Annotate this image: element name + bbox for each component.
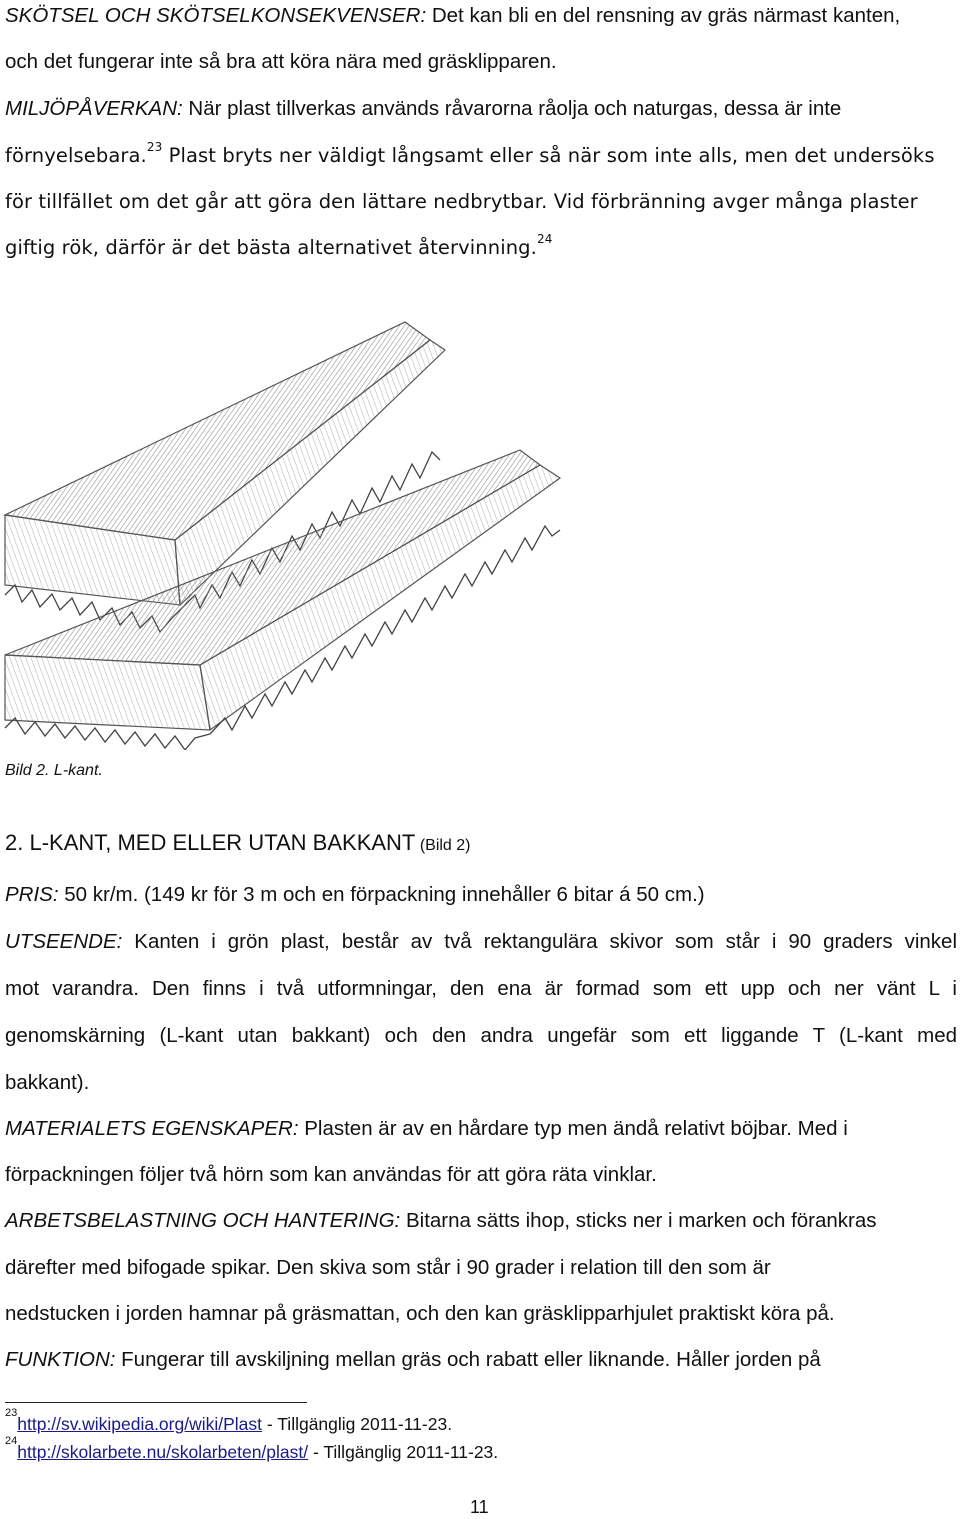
section-label: FUNKTION: — [5, 1348, 116, 1371]
body-text: Plasten är av en hårdare typ men ändå relativt böjbar. Med i — [298, 1117, 848, 1140]
section-heading — [5, 830, 471, 856]
page-number: 11 — [470, 1497, 489, 1517]
text-line: förpackningen följer två hörn som kan användas för att göra räta vinklar. — [5, 1163, 657, 1186]
text-line: nedstucken i jorden hamnar på gräsmattan, och den kan gräsklipparhjulet praktiskt köra på. — [5, 1302, 835, 1325]
text-line: genomskärning (L-kant utan bakkant) och den andra ungefär som ett liggande T (L-kant med — [5, 1024, 957, 1047]
section-label: ARBETSBELASTNING OCH HANTERING: — [5, 1209, 401, 1232]
footnote-text: - Tillgänglig 2011-11-23. — [308, 1442, 499, 1462]
text-line: bakkant). — [5, 1071, 90, 1094]
heading-ref: (Bild 2) — [415, 837, 471, 854]
footnote-ref: 23 — [146, 140, 163, 154]
text-line — [5, 1209, 877, 1233]
footnote-number: 23 — [5, 1407, 18, 1419]
text-line — [5, 930, 957, 954]
text-line: och det fungerar inte så bra att köra nära med gräsklipparen. — [5, 50, 557, 73]
section-label: MILJÖPÅVERKAN: — [5, 97, 183, 120]
body-text: När plast tillverkas används råvarorna råolja och naturgas, dessa är inte — [182, 97, 842, 120]
footnote-number: 24 — [5, 1435, 18, 1447]
footnote-link[interactable]: http://skolarbete.nu/skolarbeten/plast/ — [17, 1442, 309, 1462]
heading-text: 2. L-KANT, MED ELLER UTAN BAKKANT — [5, 830, 416, 855]
footnote — [5, 1407, 453, 1435]
text-line: därefter med bifogade spikar. Den skiva som står i 90 grader i relation till den som är — [5, 1256, 771, 1279]
footnote — [5, 1435, 499, 1463]
section-label: SKÖTSEL OCH SKÖTSELKONSEKVENSER: — [5, 4, 427, 27]
footnote-ref: 24 — [536, 232, 553, 246]
l-kant-sketch — [0, 310, 960, 750]
body-text: Det kan bli en del rensning av gräs närmast kanten, — [426, 4, 901, 27]
price-text: 50 kr/m. (149 kr för 3 m och en förpackning innehåller 6 bitar á 50 cm.) — [58, 883, 705, 906]
body-text: Fungerar till avskiljning mellan gräs och rabatt eller liknande. Håller jorden på — [115, 1348, 821, 1371]
section-label: UTSEENDE: — [5, 930, 123, 953]
price-label: PRIS: — [5, 883, 59, 906]
body-text: Kanten i grön plast, består av två rektangulära skivor som står i 90 graders vinkel — [122, 930, 957, 953]
text-line — [5, 140, 935, 167]
figure-caption: Bild 2. L-kant. — [5, 762, 103, 779]
text-line: mot varandra. Den finns i två utformningar, den ena är formad som ett upp och ner vänt L i — [5, 977, 957, 1000]
footnote-separator — [5, 1402, 307, 1403]
body-text: Plast bryts ner väldigt långsamt eller så när som inte alls, men det undersöks — [162, 144, 935, 167]
body-text: förnyelsebara. — [5, 144, 147, 167]
body-text: Bitarna sätts ihop, sticks ner i marken och förankras — [400, 1209, 877, 1232]
price-line — [5, 883, 705, 907]
section-label: MATERIALETS EGENSKAPER: — [5, 1117, 299, 1140]
footnote-text: - Tillgänglig 2011-11-23. — [262, 1414, 453, 1434]
text-line — [5, 4, 900, 28]
text-line — [5, 1348, 821, 1372]
body-text: giftig rök, därför är det bästa alternativet återvinning. — [5, 236, 537, 259]
text-line — [5, 1117, 848, 1141]
text-line: för tillfället om det går att göra den lättare nedbrytbar. Vid förbränning avger många plaster — [5, 190, 918, 213]
footnote-link[interactable]: http://sv.wikipedia.org/wiki/Plast — [17, 1414, 263, 1434]
text-line — [5, 232, 553, 259]
text-line — [5, 97, 841, 121]
